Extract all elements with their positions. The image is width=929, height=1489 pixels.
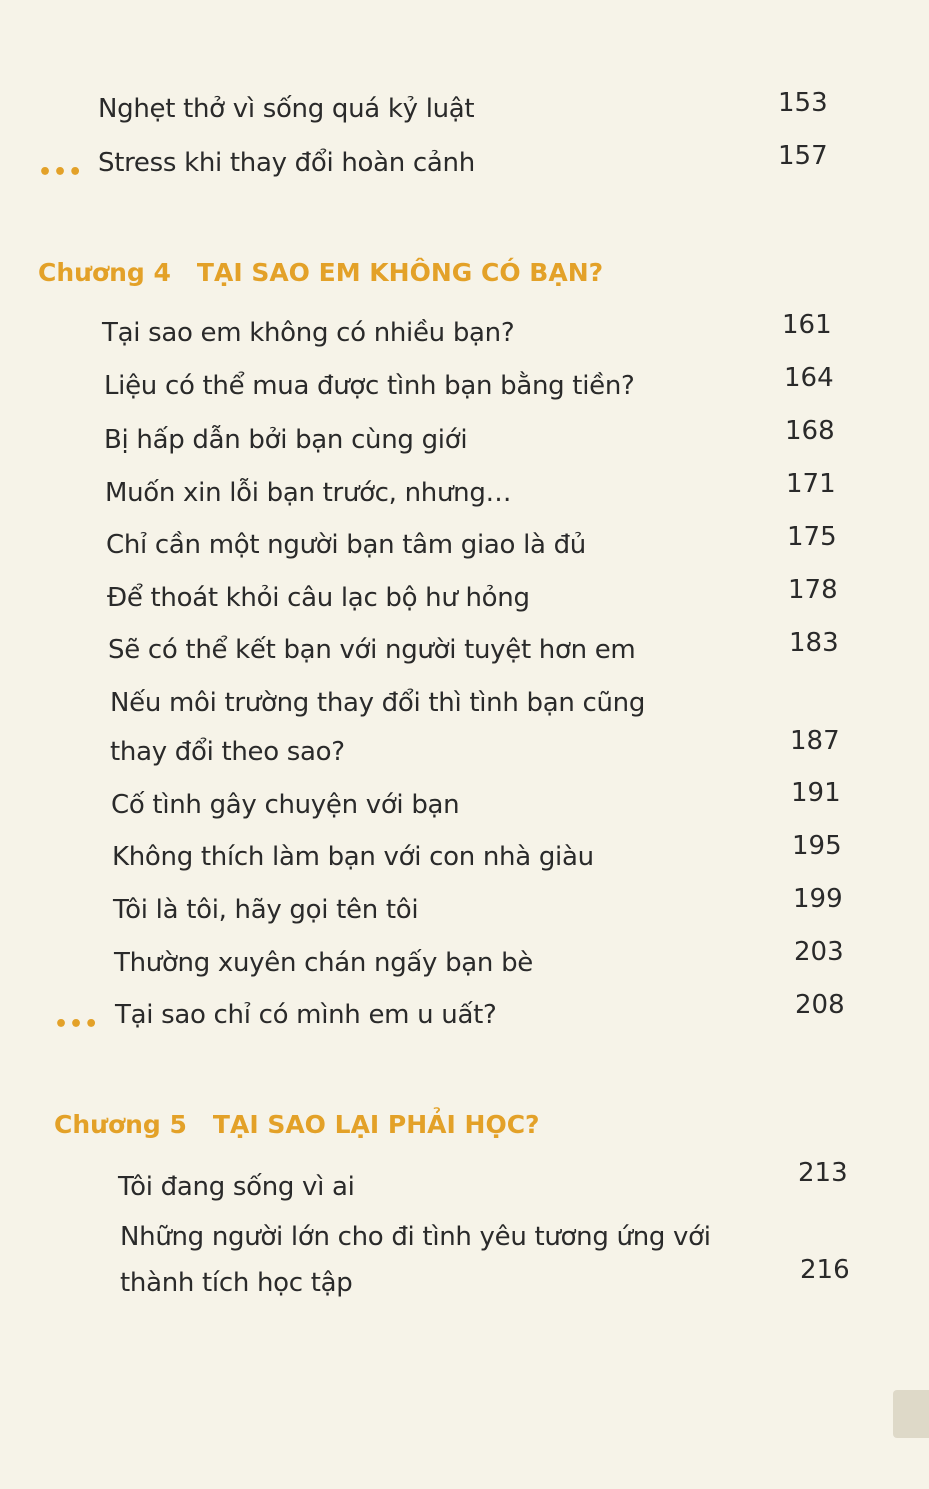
toc-entry-title: Nghẹt thở vì sống quá kỷ luật [98, 94, 475, 124]
toc-entry-title-line1: Những người lớn cho đi tình yêu tương ứng với [120, 1222, 711, 1252]
toc-entry-title: Muốn xin lỗi bạn trước, nhưng… [105, 478, 512, 508]
toc-entry-page: 208 [795, 990, 845, 1020]
toc-entry-page: 164 [784, 363, 834, 393]
toc-entry-title: Bị hấp dẫn bởi bạn cùng giới [104, 425, 468, 455]
toc-entry-page: 171 [786, 469, 836, 499]
toc-entry-title: Thường xuyên chán ngấy bạn bè [114, 948, 533, 978]
toc-entry-title: Tôi là tôi, hãy gọi tên tôi [113, 895, 419, 925]
toc-entry-title: Tôi đang sống vì ai [118, 1172, 355, 1202]
chapter-number: Chương 5 [54, 1110, 187, 1139]
toc-entry-title: Tại sao chỉ có mình em u uất? [115, 1000, 497, 1030]
toc-entry-title-line2: thay đổi theo sao? [110, 737, 345, 767]
toc-entry-page: 178 [788, 575, 838, 605]
page-edge-tab [893, 1390, 929, 1438]
toc-entry-page: 161 [782, 310, 832, 340]
toc-entry-title: Stress khi thay đổi hoàn cảnh [98, 148, 475, 178]
chapter-heading [54, 1110, 540, 1139]
toc-entry-page: 183 [789, 628, 839, 658]
toc-entry-title: Chỉ cần một người bạn tâm giao là đủ [106, 530, 586, 560]
toc-entry-title: Sẽ có thể kết bạn với người tuyệt hơn em [108, 635, 636, 665]
toc-entry-page: 213 [798, 1158, 848, 1188]
chapter-heading [38, 258, 603, 287]
toc-entry-page: 203 [794, 937, 844, 967]
toc-entry-title-line1: Nếu môi trường thay đổi thì tình bạn cũng [110, 688, 646, 718]
toc-entry-title: Cố tình gây chuyện với bạn [111, 790, 460, 820]
chapter-number: Chương 4 [38, 258, 171, 287]
toc-entry-page: 168 [785, 416, 835, 446]
toc-entry-title: Không thích làm bạn với con nhà giàu [112, 842, 594, 872]
toc-entry-page: 175 [787, 522, 837, 552]
toc-entry-title: Liệu có thể mua được tình bạn bằng tiền? [104, 371, 635, 401]
toc-entry-page: 199 [793, 884, 843, 914]
chapter-title: TẠI SAO EM KHÔNG CÓ BẠN? [196, 258, 604, 287]
toc-entry-page: 187 [790, 726, 840, 756]
toc-entry-page: 195 [792, 831, 842, 861]
toc-entry-page: 157 [778, 141, 828, 171]
toc-entry-page: 153 [778, 88, 828, 118]
bullet-marker: ••• [38, 160, 84, 185]
toc-entry-title: Tại sao em không có nhiều bạn? [102, 318, 515, 348]
toc-entry-page: 216 [800, 1255, 850, 1285]
bullet-marker: ••• [54, 1012, 100, 1037]
chapter-title: TẠI SAO LẠI PHẢI HỌC? [212, 1110, 540, 1139]
toc-entry-title-line2: thành tích học tập [120, 1268, 353, 1298]
toc-entry-title: Để thoát khỏi câu lạc bộ hư hỏng [107, 583, 530, 613]
toc-entry-page: 191 [791, 778, 841, 808]
